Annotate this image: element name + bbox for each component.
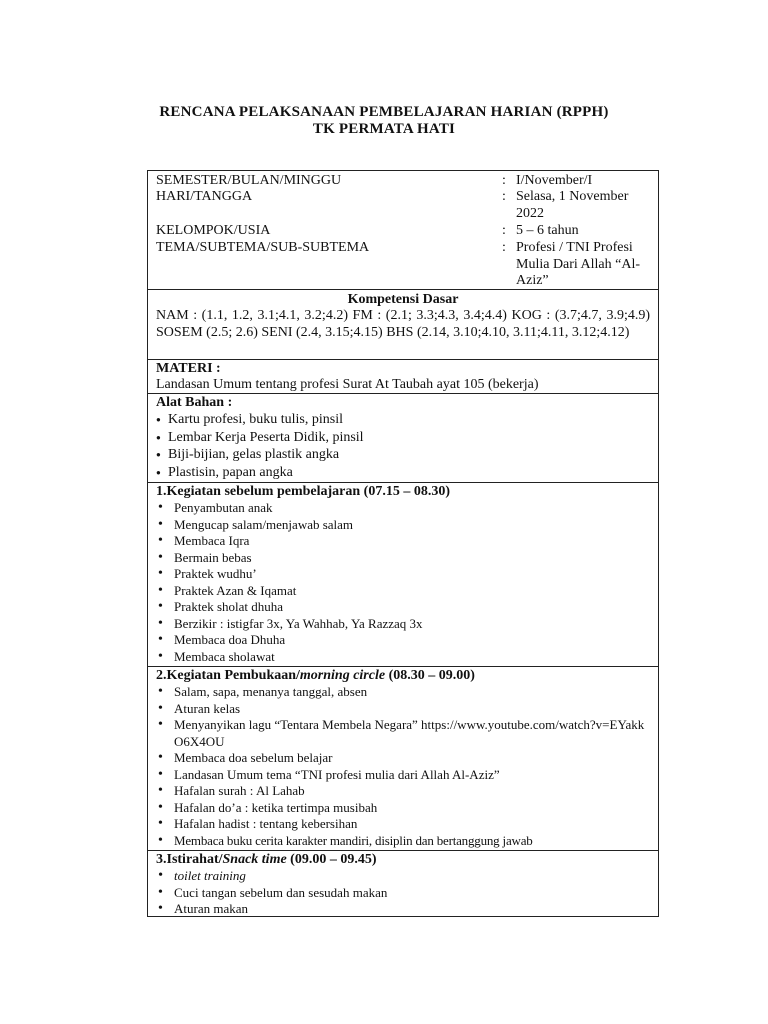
semester-value: I/November/I bbox=[516, 173, 593, 188]
list-item: • Membaca Iqra bbox=[156, 533, 650, 550]
heading-part-italic: morning circle bbox=[299, 668, 386, 683]
list-item: • Praktek wudhu’ bbox=[156, 566, 650, 583]
istirahat-list bbox=[156, 868, 650, 918]
list-item: • Aturan kelas bbox=[156, 701, 650, 718]
list-item: • Praktek Azan & Iqamat bbox=[156, 583, 650, 600]
document-title: RENCANA PELAKSANAAN PEMBELAJARAN HARIAN (RPPH) bbox=[159, 104, 609, 120]
kegiatan-sebelum-list bbox=[156, 500, 650, 665]
materi-heading: MATERI : bbox=[156, 361, 221, 376]
list-item: • Hafalan hadist : tentang kebersihan bbox=[156, 816, 650, 833]
istirahat-section bbox=[148, 850, 658, 916]
alat-bahan-list bbox=[156, 411, 650, 481]
materi-section bbox=[148, 359, 658, 393]
kegiatan-pembukaan-heading bbox=[156, 668, 650, 684]
heading-part: (09.00 – 09.45) bbox=[286, 852, 377, 867]
kompetensi-section bbox=[148, 289, 658, 359]
colon: : bbox=[502, 189, 506, 204]
kelompok-label: KELOMPOK/USIA bbox=[156, 223, 271, 238]
list-item: • Hafalan surah : Al Lahab bbox=[156, 783, 650, 800]
tema-value: Profesi / TNI Profesi Mulia Dari Allah “Al-Aziz” bbox=[516, 240, 641, 288]
list-item: • toilet training bbox=[156, 868, 650, 885]
colon: : bbox=[502, 223, 506, 238]
list-item: • Bermain bebas bbox=[156, 550, 650, 567]
hari-value: Selasa, 1 November 2022 bbox=[516, 189, 629, 221]
hari-label: HARI/TANGGA bbox=[156, 189, 253, 204]
list-item: • Salam, sapa, menanya tanggal, absen bbox=[156, 684, 650, 701]
colon: : bbox=[502, 240, 506, 255]
heading-part-italic: Snack time bbox=[222, 852, 287, 867]
list-item: • Cuci tangan sebelum dan sesudah makan bbox=[156, 885, 650, 902]
kompetensi-heading: Kompetensi Dasar bbox=[347, 292, 459, 307]
rpph-table bbox=[147, 170, 659, 917]
kegiatan-pembukaan-list bbox=[156, 684, 650, 849]
alat-bahan-section bbox=[148, 393, 658, 482]
list-item: • Membaca sholawat bbox=[156, 649, 650, 666]
heading-part: 3.Istirahat/ bbox=[156, 852, 223, 867]
list-item: ● Biji-bijian, gelas plastik angka bbox=[156, 446, 650, 464]
kompetensi-text: NAM : (1.1, 1.2, 3.1;4.1, 3.2;4.2) FM : (2.1; 3.3;4.3, 3.4;4.4) KOG : (3.7;4.7, 3.9;4.9) SOSEM (2.5; 2.6) SENI (2.4, 3.15;4.15) BHS (2.14, 3.10;4.10, 3.11;4.11, 3.12;4.12) bbox=[156, 308, 650, 340]
heading-part: (08.30 – 09.00) bbox=[385, 668, 475, 683]
list-item: • Praktek sholat dhuha bbox=[156, 599, 650, 616]
list-item: • Membaca doa Dhuha bbox=[156, 632, 650, 649]
list-item: • Hafalan do’a : ketika tertimpa musibah bbox=[156, 800, 650, 817]
materi-text: Landasan Umum tentang profesi Surat At Taubah ayat 105 (bekerja) bbox=[156, 377, 539, 392]
list-item: • Menyanyikan lagu “Tentara Membela Negara” https://www.youtube.com/watch?v=EYakkO6X4OU bbox=[156, 717, 650, 750]
list-item: • Penyambutan anak bbox=[156, 500, 650, 517]
list-item: ● Lembar Kerja Peserta Didik, pinsil bbox=[156, 429, 650, 447]
list-item: • Aturan makan bbox=[156, 901, 650, 918]
list-item: ● Plastisin, papan angka bbox=[156, 464, 650, 482]
list-item: • Membaca doa sebelum belajar bbox=[156, 750, 650, 767]
semester-label: SEMESTER/BULAN/MINGGU bbox=[156, 173, 342, 188]
colon: : bbox=[502, 173, 506, 188]
list-item: • Landasan Umum tema “TNI profesi mulia dari Allah Al-Aziz” bbox=[156, 767, 650, 784]
list-item: • Berzikir : istigfar 3x, Ya Wahhab, Ya Razzaq 3x bbox=[156, 616, 650, 633]
school-name: TK PERMATA HATI bbox=[312, 121, 456, 137]
list-item: • Mengucap salam/menjawab salam bbox=[156, 517, 650, 534]
tema-label: TEMA/SUBTEMA/SUB-SUBTEMA bbox=[156, 240, 370, 255]
list-item: ● Kartu profesi, buku tulis, pinsil bbox=[156, 411, 650, 429]
kegiatan-sebelum-heading: 1.Kegiatan sebelum pembelajaran (07.15 – 08.30) bbox=[156, 484, 450, 499]
kelompok-value: 5 – 6 tahun bbox=[516, 223, 579, 238]
kegiatan-pembukaan-section bbox=[148, 666, 658, 850]
kegiatan-sebelum-section bbox=[148, 482, 658, 666]
identity-section bbox=[148, 171, 658, 289]
list-item: • Membaca buku cerita karakter mandiri, disiplin dan bertanggung jawab bbox=[156, 833, 650, 850]
istirahat-heading bbox=[156, 852, 650, 868]
alat-bahan-heading: Alat Bahan : bbox=[156, 395, 233, 410]
heading-part: 2.Kegiatan Pembukaan/ bbox=[156, 668, 300, 683]
